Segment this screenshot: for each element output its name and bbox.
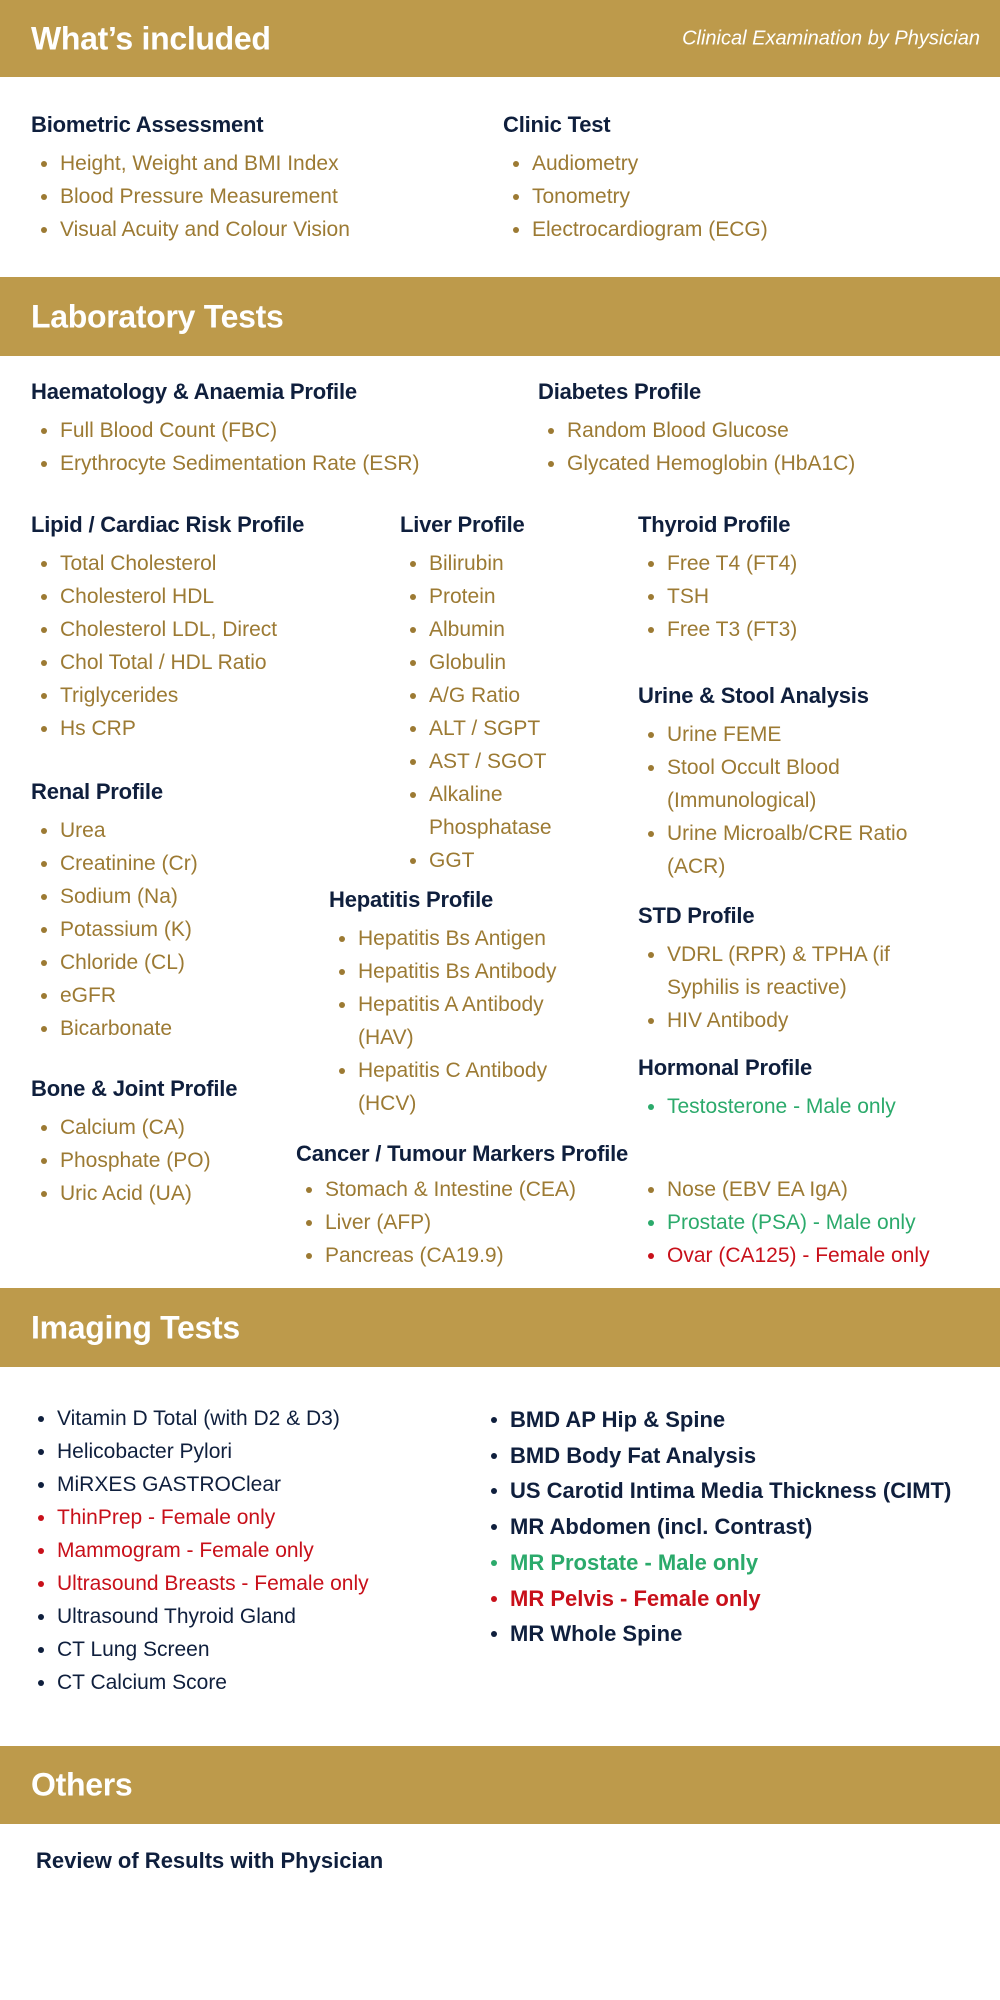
cancer-heading: Cancer / Tumour Markers Profile <box>296 1141 629 1166</box>
list-item: US Carotid Intima Media Thickness (CIMT) <box>481 1473 961 1509</box>
list-item: Full Blood Count (FBC) <box>31 414 540 447</box>
list-item: TSH <box>638 580 987 613</box>
list-item: ALT / SGPT <box>400 712 579 745</box>
haem-section <box>31 378 540 480</box>
list-item: Pancreas (CA19.9) <box>296 1239 665 1272</box>
list-item: Hepatitis Bs Antigen <box>329 922 603 955</box>
list-item: Prostate (PSA) - Male only <box>638 1206 1000 1239</box>
list-item: Hepatitis Bs Antibody <box>329 955 603 988</box>
list-item: Hs CRP <box>31 712 420 745</box>
imaging-right-list <box>481 1402 961 1652</box>
hepatitis-heading: Hepatitis Profile <box>329 887 494 912</box>
diabetes-list <box>538 414 1000 480</box>
liver-heading: Liver Profile <box>400 512 525 537</box>
list-item: BMD AP Hip & Spine <box>481 1402 961 1438</box>
list-item: Sodium (Na) <box>31 880 340 913</box>
cancer-section <box>296 1140 665 1272</box>
hormonal-heading: Hormonal Profile <box>638 1055 813 1080</box>
list-item: Ultrasound Breasts - Female only <box>28 1567 468 1600</box>
list-item: CT Calcium Score <box>28 1666 468 1699</box>
clinic-heading: Clinic Test <box>503 112 611 137</box>
haem-heading: Haematology & Anaemia Profile <box>31 379 357 404</box>
list-item: MR Prostate - Male only <box>481 1545 961 1581</box>
list-item: Phosphate (PO) <box>31 1144 340 1177</box>
lipid-section <box>31 511 420 745</box>
list-item: Uric Acid (UA) <box>31 1177 340 1210</box>
diabetes-section <box>538 378 1000 480</box>
thyroid-list <box>638 547 987 646</box>
list-item: Liver (AFP) <box>296 1206 665 1239</box>
imaging-title: Imaging Tests <box>31 1309 240 1345</box>
thyroid-heading: Thyroid Profile <box>638 512 791 537</box>
std-section <box>638 902 967 1037</box>
hepatitis-list <box>329 922 603 1120</box>
bone-section <box>31 1075 340 1210</box>
bone-list <box>31 1111 340 1210</box>
list-item: eGFR <box>31 979 340 1012</box>
list-item: VDRL (RPR) & TPHA (if Syphilis is reactive) <box>638 938 967 1004</box>
list-item: Height, Weight and BMI Index <box>31 147 480 180</box>
list-item: CT Lung Screen <box>28 1633 468 1666</box>
renal-heading: Renal Profile <box>31 779 163 804</box>
liver-section <box>400 511 579 877</box>
diabetes-heading: Diabetes Profile <box>538 379 702 404</box>
clinic-list <box>503 147 952 246</box>
list-item: Chloride (CL) <box>31 946 340 979</box>
list-item: Ultrasound Thyroid Gland <box>28 1600 468 1633</box>
list-item: MR Pelvis - Female only <box>481 1581 961 1617</box>
list-item: Urine FEME <box>638 718 967 751</box>
list-item: HIV Antibody <box>638 1004 967 1037</box>
imaging-left-list <box>28 1402 468 1699</box>
included-header <box>0 0 1000 77</box>
hepatitis-section <box>329 886 603 1120</box>
renal-section <box>31 778 340 1045</box>
list-item: Total Cholesterol <box>31 547 420 580</box>
lab-header <box>0 277 1000 356</box>
list-item: Visual Acuity and Colour Vision <box>31 213 480 246</box>
list-item: Blood Pressure Measurement <box>31 180 480 213</box>
others-item: Review of Results with Physician <box>36 1848 384 1873</box>
list-item: Urea <box>31 814 340 847</box>
list-item: Cholesterol LDL, Direct <box>31 613 420 646</box>
biometric-section <box>31 111 480 246</box>
imaging-header <box>0 1288 1000 1367</box>
cancer-list <box>296 1173 665 1272</box>
std-list <box>638 938 967 1037</box>
biometric-list <box>31 147 480 246</box>
clinic-section <box>503 111 952 246</box>
list-item: Vitamin D Total (with D2 & D3) <box>28 1402 468 1435</box>
hormonal-list <box>638 1090 1000 1123</box>
biometric-heading: Biometric Assessment <box>31 112 264 137</box>
list-item: Alkaline Phosphatase <box>400 778 579 844</box>
included-subtitle: Clinical Examination by Physician <box>682 27 980 49</box>
list-item: Hepatitis C Antibody (HCV) <box>329 1054 603 1120</box>
urine-list <box>638 718 967 883</box>
list-item: GGT <box>400 844 579 877</box>
list-item: Mammogram - Female only <box>28 1534 468 1567</box>
list-item: Hepatitis A Antibody (HAV) <box>329 988 603 1054</box>
list-item: A/G Ratio <box>400 679 579 712</box>
lipid-heading: Lipid / Cardiac Risk Profile <box>31 512 305 537</box>
list-item: Ovar (CA125) - Female only <box>638 1239 1000 1272</box>
hormonal-section <box>638 1054 1000 1123</box>
list-item: Electrocardiogram (ECG) <box>503 213 952 246</box>
lipid-list <box>31 547 420 745</box>
cancer2-list <box>638 1173 1000 1272</box>
list-item: Random Blood Glucose <box>538 414 1000 447</box>
liver-list <box>400 547 579 877</box>
list-item: Helicobacter Pylori <box>28 1435 468 1468</box>
list-item: Testosterone - Male only <box>638 1090 1000 1123</box>
list-item: Calcium (CA) <box>31 1111 340 1144</box>
list-item: Nose (EBV EA IgA) <box>638 1173 1000 1206</box>
list-item: Creatinine (Cr) <box>31 847 340 880</box>
cancer2-section <box>638 1140 1000 1272</box>
list-item: Triglycerides <box>31 679 420 712</box>
list-item: Cholesterol HDL <box>31 580 420 613</box>
lab-title: Laboratory Tests <box>31 298 284 334</box>
list-item: MiRXES GASTROClear <box>28 1468 468 1501</box>
list-item: Free T4 (FT4) <box>638 547 987 580</box>
imaging-left-column <box>28 1402 468 1699</box>
urine-section <box>638 682 967 883</box>
list-item: ThinPrep - Female only <box>28 1501 468 1534</box>
list-item: Bilirubin <box>400 547 579 580</box>
urine-heading: Urine & Stool Analysis <box>638 683 869 708</box>
list-item: MR Whole Spine <box>481 1616 961 1652</box>
std-heading: STD Profile <box>638 903 755 928</box>
list-item: BMD Body Fat Analysis <box>481 1438 961 1474</box>
haem-list <box>31 414 540 480</box>
others-title: Others <box>31 1766 133 1803</box>
list-item: Audiometry <box>503 147 952 180</box>
list-item: Tonometry <box>503 180 952 213</box>
list-item: Bicarbonate <box>31 1012 340 1045</box>
list-item: Potassium (K) <box>31 913 340 946</box>
list-item: Stool Occult Blood (Immunological) <box>638 751 967 817</box>
list-item: Erythrocyte Sedimentation Rate (ESR) <box>31 447 540 480</box>
list-item: Urine Microalb/CRE Ratio (ACR) <box>638 817 967 883</box>
list-item: Chol Total / HDL Ratio <box>31 646 420 679</box>
imaging-right-column <box>481 1402 961 1652</box>
list-item: Globulin <box>400 646 579 679</box>
list-item: Free T3 (FT3) <box>638 613 987 646</box>
list-item: AST / SGOT <box>400 745 579 778</box>
renal-list <box>31 814 340 1045</box>
included-title: What’s included <box>31 20 271 56</box>
list-item: Albumin <box>400 613 579 646</box>
list-item: Glycated Hemoglobin (HbA1C) <box>538 447 1000 480</box>
bone-heading: Bone & Joint Profile <box>31 1076 238 1101</box>
others-header <box>0 1746 1000 1824</box>
list-item: Stomach & Intestine (CEA) <box>296 1173 665 1206</box>
list-item: Protein <box>400 580 579 613</box>
thyroid-section <box>638 511 987 646</box>
list-item: MR Abdomen (incl. Contrast) <box>481 1509 961 1545</box>
